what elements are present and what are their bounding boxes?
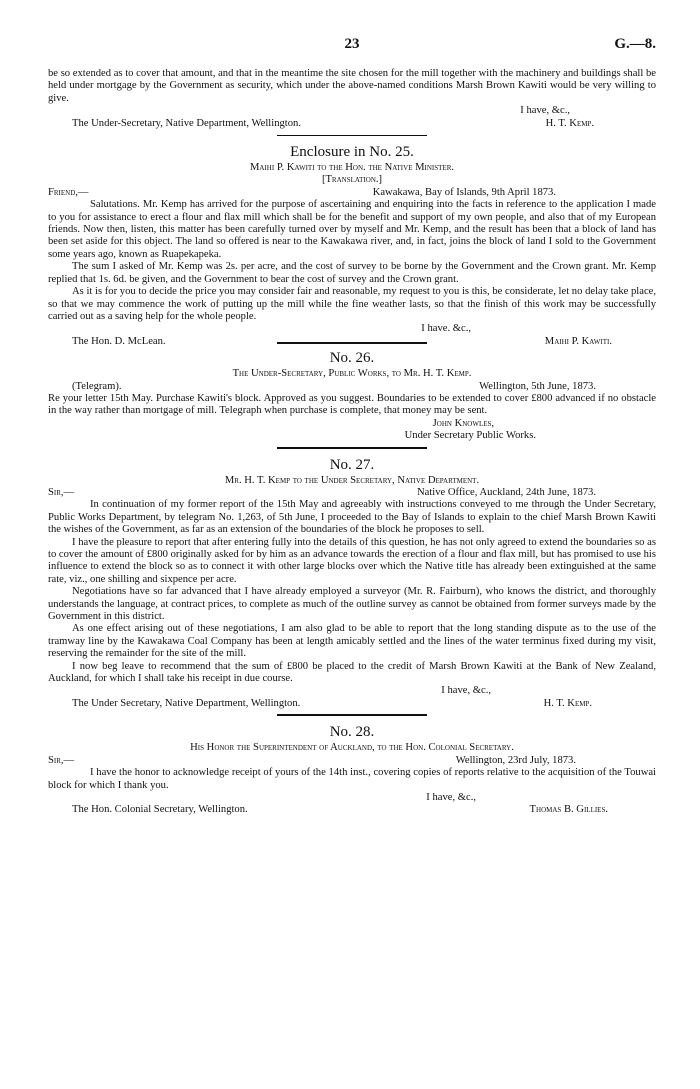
signature-block	[48, 418, 656, 443]
salutation-row	[48, 187, 656, 199]
place-date: Wellington, 5th June, 1873.	[479, 380, 596, 392]
closing: I have, &c.,	[520, 105, 570, 117]
section-title: No. 28.	[329, 724, 375, 741]
paragraph: Negotiations have so far advanced that I have already employed a surveyor (Mr. R. Fairburn), who knows the district, and thoroughly understands the language, at contract prices, to complete as much of the outline survey as cannot be obtained from former surveys made by the Government in this district.	[48, 586, 656, 623]
section-from-to: Mr. H. T. Kemp to the Under Secretary, Native Department.	[224, 474, 480, 486]
place-date: Wellington, 23rd July, 1873.	[455, 754, 576, 766]
addressee: The Under Secretary, Native Department, Wellington.	[72, 697, 301, 709]
section-divider	[277, 342, 427, 344]
paragraph: I have the honor to acknowledge receipt of yours of the 14th inst., covering copies of reports relative to the acquisition of the Touwai block for which I thank you.	[48, 767, 656, 791]
paragraph: Salutations. Mr. Kemp has arrived for the purpose of ascertaining and enquiring into the facts in reference to the application I made to you for assistance to erect a flour and flax mill which shall be for the benefit and support of my own people, and also that of my European friends. Now then, listen, this matter has been carefully turned over by myself and Mr. Kemp, and the result has been that a block of land has been set aside for this object. The land so offered is near to the Kawakawa river, and, in fact, joins the block of land I sold to the Government some years ago, known as Ruapekapeka.	[48, 199, 656, 260]
telegram-body: Re your letter 15th May. Purchase Kawiti's block. Approved as you suggest. Boundaries to be extended to cover £800 advanced if no obstacle in the way rather than mortgage of mill. Telegraph when purchase is complete, that money may be sent.	[48, 392, 656, 417]
salutation: Sir,—	[48, 486, 75, 498]
signature: John Knowles,	[432, 417, 495, 429]
sign-off-row	[48, 698, 656, 710]
signature: H. T. Kemp.	[543, 697, 592, 709]
paragraph: I have the pleasure to report that after entering fully into the details of this question, he has not only agreed to extend the boundaries so as to cover the amount of £800 originally asked for by him as an advance towards the erection of a flour and flax mill, but has promised to use his influence to extend the block so as to connect it with other large blocks over which the Native title has already been extinguished at the same rate, viz., one shilling and sixpence per acre.	[48, 536, 656, 585]
addressee: The Hon. Colonial Secretary, Wellington.	[72, 804, 248, 816]
closing: I have, &c.,	[426, 791, 476, 803]
translation-note: [Translation.]	[321, 174, 383, 186]
section-from-to: Maihi P. Kawiti to the Hon. the Native Minister.	[249, 162, 455, 174]
section-title: No. 26.	[329, 350, 375, 367]
paragraph: In continuation of my former report of the 15th May and agreeably with instructions conveyed to me through the Under Secretary, Public Works Department, by telegram No. 1,263, of 5th June, I proceeded to the Bay of Islands to explain to the chief Marsh Brown Kawiti the wishes of the Government, as far as an extension of the boundaries of the block he proposes to sell.	[48, 499, 656, 536]
place-date: Kawakawa, Bay of Islands, 9th April 1873.	[372, 186, 556, 198]
paragraph: The sum I asked of Mr. Kemp was 2s. per acre, and the cost of survey to be borne by the Government and the Crown grant. Mr. Kemp replied that 1s. 6d. be given, and the Government to bear the cost of survey and the Crown grant.	[48, 261, 656, 285]
telegram-label: (Telegram).	[72, 380, 122, 392]
section-title: Enclosure in No. 25.	[290, 144, 414, 161]
section-divider	[277, 447, 427, 449]
salutation-row	[48, 755, 656, 767]
section-title: No. 27.	[329, 456, 375, 473]
section-from-to: The Under-Secretary, Public Works, to Mr. H. T. Kemp.	[232, 368, 472, 380]
paragraph: As it is for you to decide the price you may consider fair and reasonable, my request to you is this, be considerate, let no delay take place, so that we may commence the work of putting up the mill while the fine weather lasts, so that the finish of this work may be successfully carried out as a saving help for the whole people.	[48, 286, 656, 322]
signature-title: Under Secretary Public Works.	[404, 430, 536, 442]
addressee: The Hon. D. McLean.	[72, 335, 166, 347]
section-from-to: His Honor the Superintendent of Auckland, to the Hon. Colonial Secretary.	[190, 742, 514, 754]
continued-paragraph: be so extended as to cover that amount, and that in the meantime the site chosen for the mill together with the machinery and buildings shall be held under mortgage by the Government as security, which under the above-named conditions Marsh Brown Kawiti would be very willing to give.	[48, 68, 656, 104]
closing: I have, &c.,	[441, 685, 491, 697]
salutation: Sir,—	[48, 754, 75, 766]
sign-off-row	[48, 804, 656, 816]
sign-off-row	[48, 118, 656, 130]
telegram-row	[48, 381, 656, 393]
signature: Maihi P. Kawiti.	[544, 335, 612, 347]
page-header	[48, 38, 656, 68]
paragraph: I now beg leave to recommend that the sum of £800 be placed to the credit of Marsh Brown Kawiti at the Bank of New Zealand, Auckland, for which I shall take his receipt in due course.	[48, 660, 656, 685]
addressee: The Under-Secretary, Native Department, Wellington.	[72, 117, 301, 129]
salutation: Friend,—	[48, 186, 89, 198]
closing: I have. &c.,	[421, 323, 471, 335]
signature: H. T. Kemp.	[545, 117, 594, 129]
page-number: 23	[344, 36, 360, 52]
paragraph: As one effect arising out of these negotiations, I am also glad to be able to report that the long standing dispute as to the use of the tramway line by the Kawakawa Coal Company has been at length amicably settled and the lines of the water terminus fixed during my visit, reserving the remainder for the site of the mill.	[48, 623, 656, 660]
salutation-row	[48, 487, 656, 499]
section-divider	[277, 714, 427, 716]
place-date: Native Office, Auckland, 24th June, 1873.	[417, 486, 596, 498]
page-reference: G.—8.	[614, 36, 656, 52]
signature: Thomas B. Gillies.	[529, 804, 608, 816]
section-divider	[277, 135, 427, 136]
